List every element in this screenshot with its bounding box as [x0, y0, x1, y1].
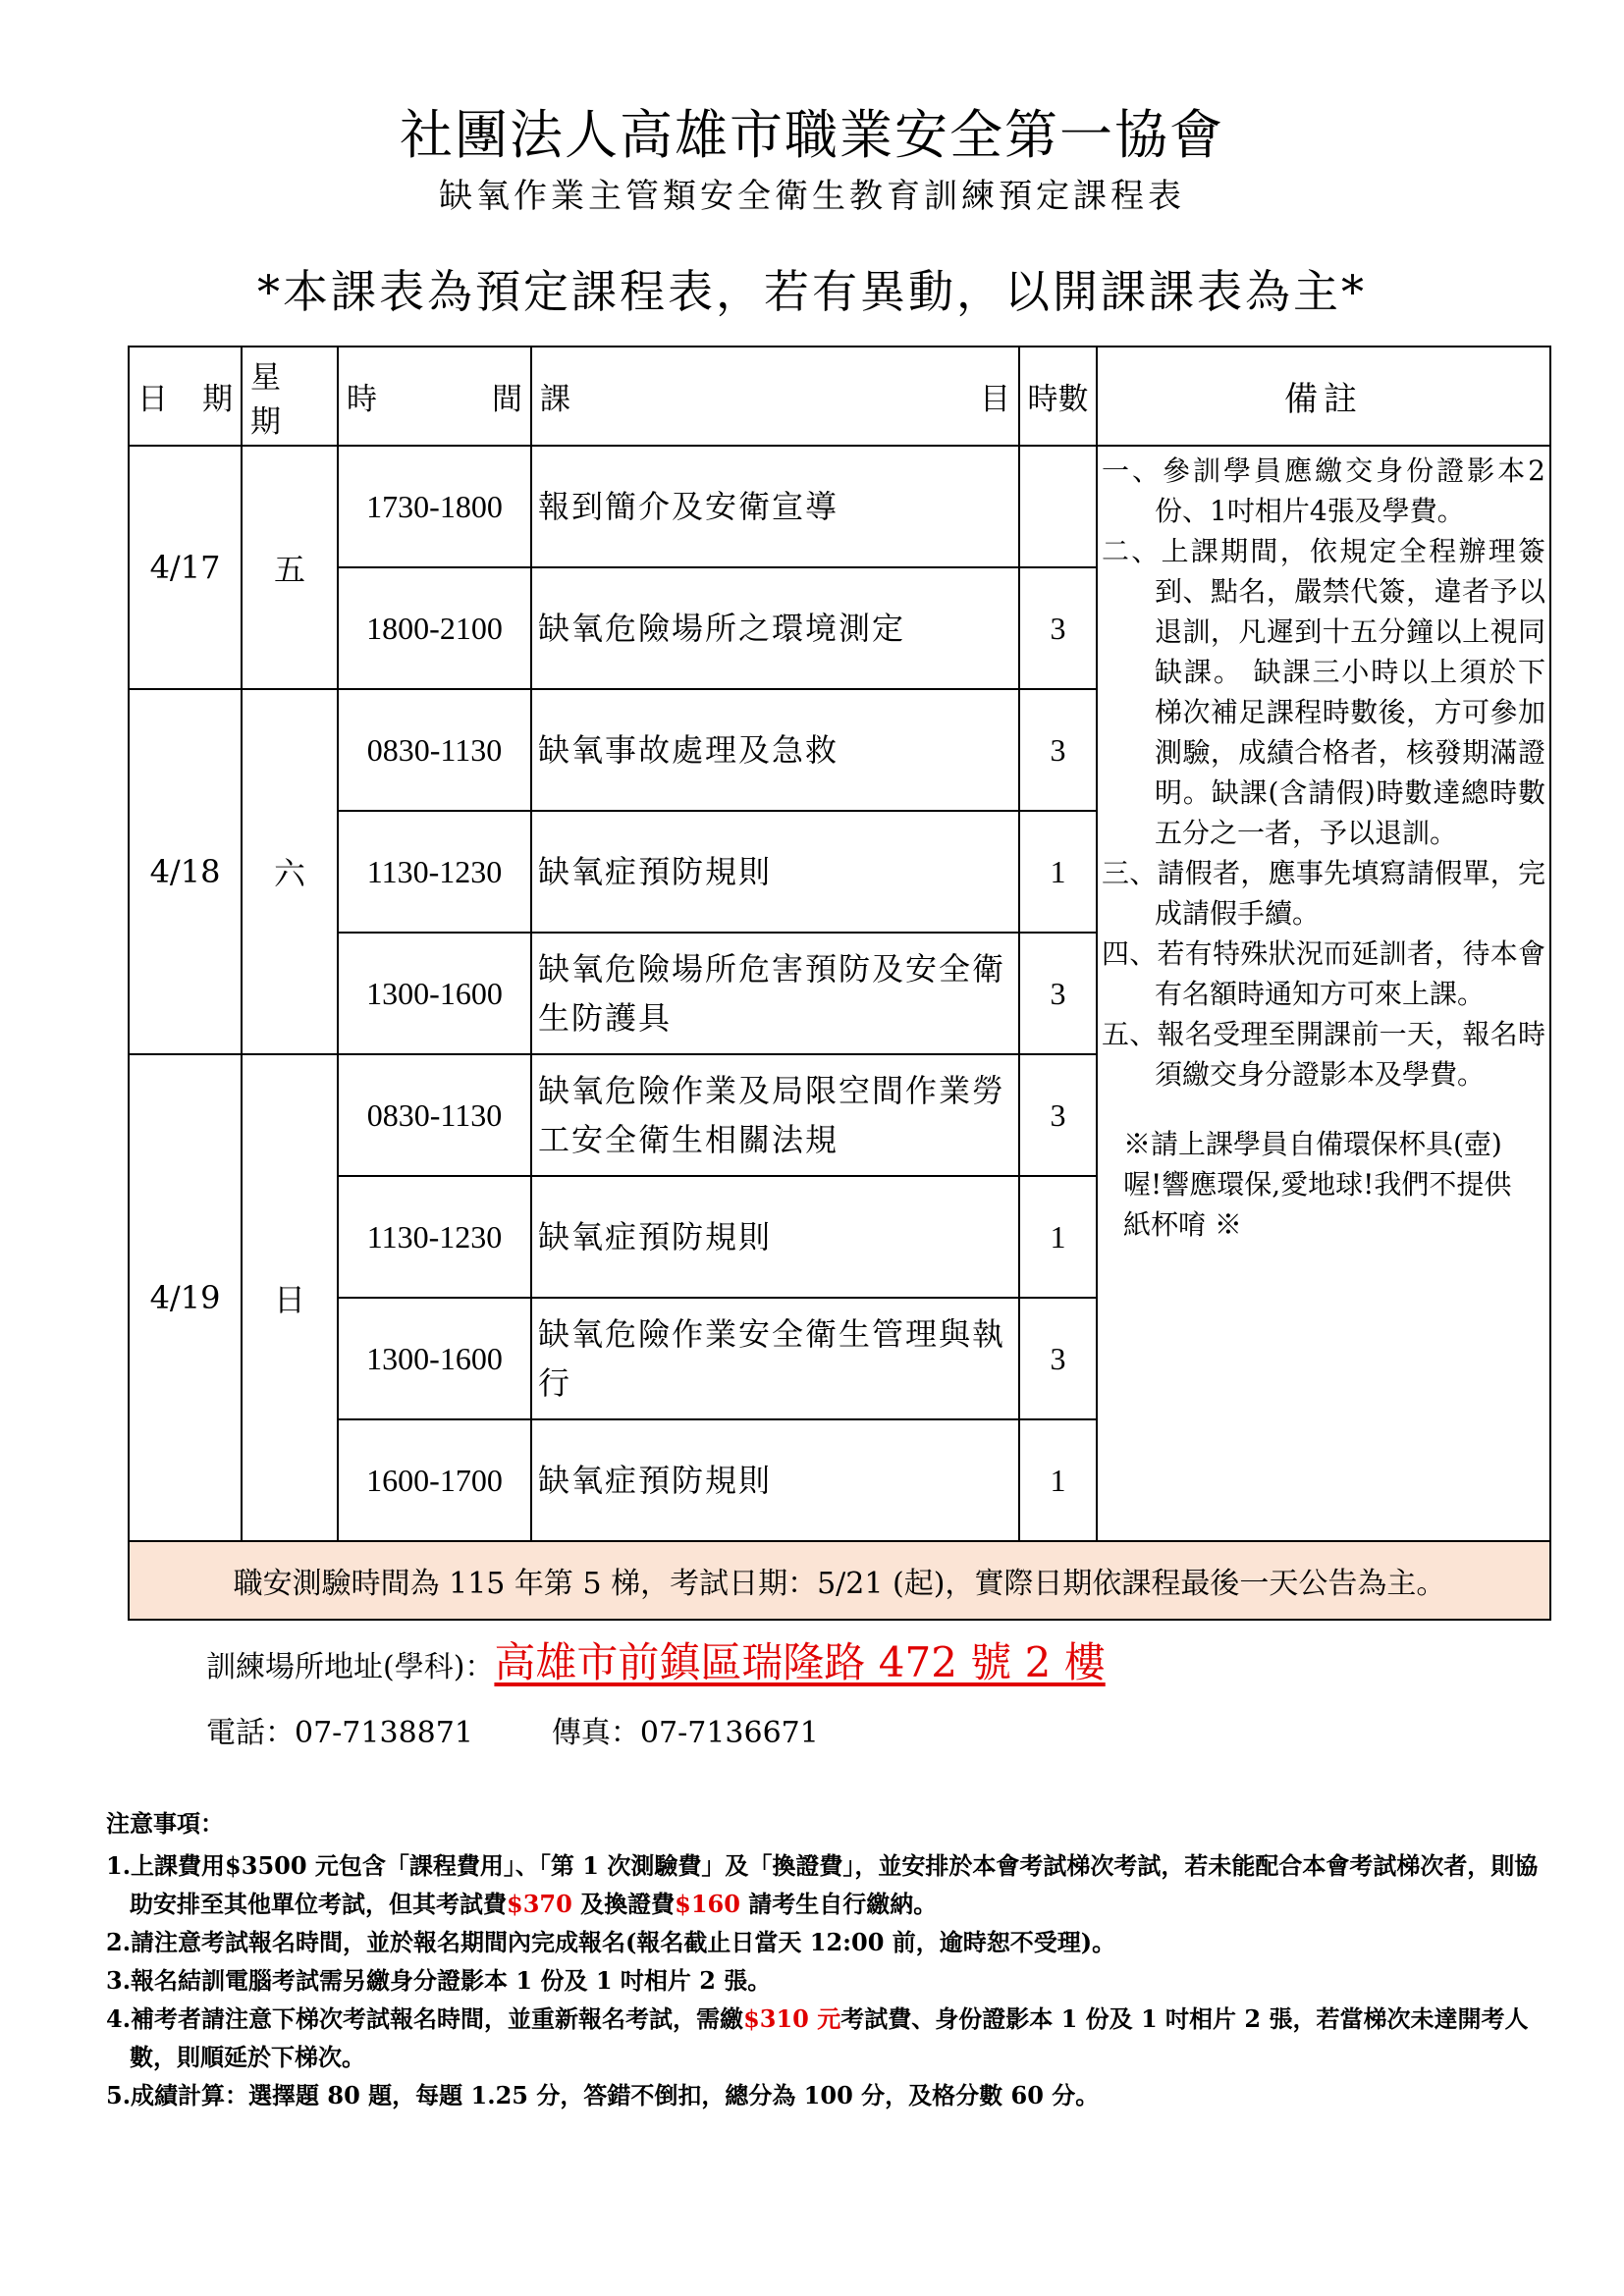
time-cell: 1300-1600	[338, 1298, 531, 1419]
note-text: 及換證費	[571, 1890, 676, 1918]
remark-item: 一、參訓學員應繳交身份證影本2份、1吋相片4張及學費。	[1102, 454, 1545, 527]
hours-cell: 3	[1019, 1054, 1097, 1176]
hours-cell: 1	[1019, 1176, 1097, 1298]
page-title: 社團法人高雄市職業安全第一協會	[400, 104, 1224, 166]
header-remarks: 備註	[1097, 347, 1550, 446]
note-text: 考試費、身份證影本 1 份及 1 吋相片 2 張，若當梯次未達開考人數，則順延於下梯次。	[130, 2004, 1529, 2071]
header-weekday: 星 期	[242, 347, 338, 446]
hours-cell: 3	[1019, 567, 1097, 689]
course-cell: 缺氧症預防規則	[531, 811, 1019, 933]
course-cell: 缺氧危險作業及局限空間作業勞工安全衛生相關法規	[531, 1054, 1019, 1176]
remark-item: 三、請假者，應事先填寫請假單，完成請假手續。	[1102, 857, 1545, 930]
remark-item: 五、報名受理至開課前一天，報名時須繳交身分證影本及學費。	[1102, 1018, 1545, 1091]
fax-number: 傳真：07-7136671	[551, 1716, 819, 1750]
time-cell: 1800-2100	[338, 567, 531, 689]
course-cell: 報到簡介及安衛宣導	[531, 446, 1019, 567]
hours-cell: 3	[1019, 1298, 1097, 1419]
weekday-cell: 六	[242, 689, 338, 1054]
time-cell: 1130-1230	[338, 1176, 531, 1298]
note-item: 5.成績計算：選擇題 80 題，每題 1.25 分，答錯不倒扣，總分為 100 分，及格分數 60 分。	[106, 2081, 1100, 2109]
hours-cell: 1	[1019, 811, 1097, 933]
time-cell: 1730-1800	[338, 446, 531, 567]
header-hours: 時數	[1019, 347, 1097, 446]
notes-title: 注意事項：	[106, 1809, 224, 1838]
remark-item: 二、上課期間，依規定全程辦理簽到、點名，嚴禁代簽，違者予以退訓，凡遲到十五分鐘以上視同缺課。 缺課三小時以上須於下梯次補足課程時數後，方可參加測驗，成績合格者，核發期滿證明。缺課(含請假)時數達總時數五分之一者，予以退訓。	[1102, 535, 1545, 849]
notes-section	[106, 1804, 1540, 2114]
contact-info	[206, 1714, 819, 1753]
date-cell: 4/18	[129, 689, 242, 1054]
time-cell: 0830-1130	[338, 1054, 531, 1176]
header-time: 時 間	[338, 347, 531, 446]
exam-schedule-note: 職安測驗時間為 115 年第 5 梯，考試日期：5/21 (起)，實際日期依課程最後一天公告為主。	[129, 1541, 1550, 1620]
remark-item: 四、若有特殊狀況而延訓者，待本會有名額時通知方可來上課。	[1102, 937, 1545, 1010]
hours-cell: 3	[1019, 933, 1097, 1054]
table-row	[129, 446, 1550, 567]
course-cell: 缺氧危險作業安全衛生管理與執行	[531, 1298, 1019, 1419]
time-cell: 1300-1600	[338, 933, 531, 1054]
exam-fee: $370	[507, 1890, 572, 1918]
note-item: 3.報名結訓電腦考試需另繳身分證影本 1 份及 1 吋相片 2 張。	[106, 1966, 772, 1995]
note-item	[106, 1846, 1540, 1923]
address-value: 高雄市前鎮區瑞隆路 472 號 2 樓	[494, 1638, 1106, 1686]
schedule-notice: *本課表為預定課程表，若有異動，以開課課表為主*	[257, 265, 1367, 318]
header-date: 日 期	[129, 347, 242, 446]
time-cell: 1600-1700	[338, 1419, 531, 1541]
table-footer-row	[129, 1541, 1550, 1620]
course-cell: 缺氧事故處理及急救	[531, 689, 1019, 811]
remarks-cell	[1097, 446, 1550, 1541]
retake-fee: $310 元	[743, 2004, 841, 2033]
note-text: 1.上課費用$3500 元包含「課程費用」、「第 1 次測驗費」及「換證費」，並安排於本會考試梯次考試，若未能配合本會考試梯次者，則協助安排至其他單位考試，但其考試費	[106, 1851, 1539, 1918]
hours-cell: 3	[1019, 689, 1097, 811]
date-cell: 4/17	[129, 446, 242, 689]
training-address	[206, 1633, 1106, 1697]
note-text: 4.補考者請注意下梯次考試報名時間，並重新報名考試，需繳	[106, 2004, 744, 2033]
course-cell: 缺氧危險場所之環境測定	[531, 567, 1019, 689]
hours-cell	[1019, 446, 1097, 567]
course-cell: 缺氧症預防規則	[531, 1176, 1019, 1298]
remarks-eco-tip: ※請上課學員自備環保杯具(壺)喔!響應環保,愛地球!我們不提供紙杯唷 ※	[1123, 1128, 1512, 1241]
hours-cell: 1	[1019, 1419, 1097, 1541]
weekday-cell: 日	[242, 1054, 338, 1541]
header-course: 課 目	[531, 347, 1019, 446]
date-cell: 4/19	[129, 1054, 242, 1541]
phone-number: 電話：07-7138871	[206, 1716, 473, 1750]
note-text: 請考生自行繳納。	[739, 1890, 938, 1918]
renewal-fee: $160	[675, 1890, 740, 1918]
course-cell: 缺氧危險場所危害預防及安全衛生防護具	[531, 933, 1019, 1054]
weekday-cell: 五	[242, 446, 338, 689]
page-subtitle: 缺氧作業主管類安全衛生教育訓練預定課程表	[439, 177, 1185, 216]
time-cell: 0830-1130	[338, 689, 531, 811]
time-cell: 1130-1230	[338, 811, 531, 933]
note-item: 2.請注意考試報名時間，並於報名期間內完成報名(報名截止日當天 12:00 前，逾時恕不受理)。	[106, 1928, 1116, 1956]
schedule-table	[128, 346, 1551, 1621]
note-item	[106, 2000, 1540, 2076]
address-label: 訓練場所地址(學科)：	[206, 1650, 495, 1684]
course-cell: 缺氧症預防規則	[531, 1419, 1019, 1541]
table-header-row	[129, 347, 1550, 446]
